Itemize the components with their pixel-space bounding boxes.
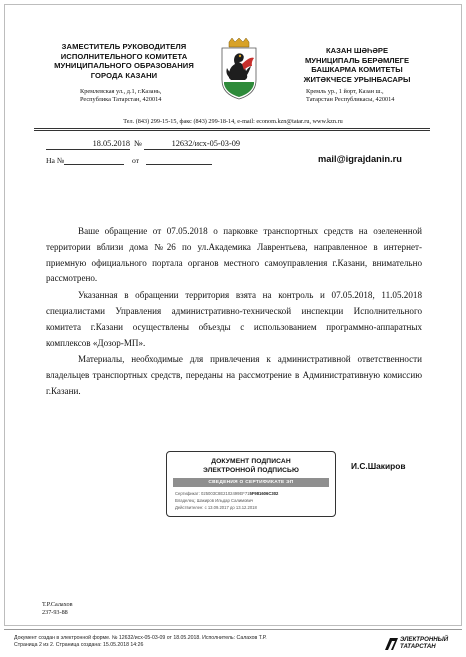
executor-block	[42, 601, 73, 617]
validity-label: Действителен:	[175, 505, 204, 511]
header-left-line: МУНИЦИПАЛЬНОГО ОБРАЗОВАНИЯ	[54, 61, 194, 71]
certificate-value: 025003C8E2102499EF71	[201, 491, 250, 496]
tatarstan-logo-icon	[385, 638, 398, 650]
executor-name: Т.Р.Салахов	[42, 601, 73, 608]
electronic-signature-stamp	[166, 451, 336, 517]
certificate-details	[175, 490, 327, 512]
header-left-line: ГОРОДА КАЗАНИ	[90, 70, 158, 80]
certificate-value-bold: 5F981606C302	[249, 491, 279, 496]
logo-text	[400, 637, 448, 651]
address-line: Кремлевская ул., д.1, г.Казань,	[80, 88, 162, 95]
header-right-line: БАШКАРМА КОМИТЕТЫ	[311, 65, 403, 75]
signature-stamp-title	[167, 458, 335, 475]
footer-line: Страница 2 из 2. Страница создана: 15.05.2018 14:26	[14, 642, 144, 649]
header-divider	[34, 128, 430, 129]
reference-date-label: от	[132, 156, 140, 165]
header-left-address	[80, 88, 230, 105]
page-footer	[0, 628, 466, 657]
document-date: 18.05.2018	[46, 139, 130, 150]
header-left-line: ЗАМЕСТИТЕЛЬ РУКОВОДИТЕЛЯ	[61, 42, 187, 51]
body-paragraph: Указанная в обращении территория взята на контроль и 07.05.2018, 11.05.2018 специалистами Управления административно-технической инспекции Исполнительного комитета г.Казани осуществлены объезды с использованием программно-аппаратных комплексов «Дозор-МП».	[46, 290, 422, 348]
electronic-tatarstan-logo	[385, 637, 455, 653]
owner-value: Шакиров Ильдар Салимович	[196, 498, 254, 504]
owner-row	[175, 497, 327, 504]
validity-value: с 13.09.2017 до 13.12.2018	[204, 505, 257, 511]
recipient-email: mail@igrajdanin.ru	[318, 154, 402, 164]
header-right-line: КАЗАН ШӘҺӘРЕ	[325, 46, 389, 55]
body-paragraph: Ваше обращение от 07.05.2018 о парковке транспортных средств на озелененной территории вблизи дома №26 по ул.Академика Лаврентьева, направленное в интернет-приемную официального портала органов местного самоуправления г.Казани, внимательно рассмотрено.	[46, 226, 422, 284]
logo-line: ЭЛЕКТРОННЫЙ	[400, 636, 449, 643]
header-left-title	[40, 42, 208, 80]
reference-number-label: На №	[46, 156, 65, 165]
header-right-line: МУНИЦИПАЛЬ БЕРӘМЛЕГЕ	[304, 55, 410, 65]
header-right-line: ЖИТӘКЧЕСЕ УРЫНБАСАРЫ	[303, 74, 411, 84]
owner-label: Владелец:	[175, 498, 196, 504]
address-line: Кремль ур., 1 йорт, Казан ш.,	[306, 88, 384, 95]
address-line: Республика Татарстан, 420014	[80, 96, 162, 104]
footer-divider	[4, 629, 462, 630]
address-line: Татарстан Республикасы, 420014	[306, 96, 395, 104]
executor-phone: 237-93-88	[42, 609, 68, 616]
logo-line: ТАТАРСТАН	[400, 642, 436, 650]
header-right-title	[278, 46, 436, 84]
signature-title-line: ЭЛЕКТРОННОЙ ПОДПИСЬЮ	[203, 466, 299, 474]
certificate-label: Сертификат:	[175, 491, 200, 496]
kazan-coat-of-arms-icon	[218, 38, 260, 100]
footer-line: Документ создан в электронной форме. № 12632/исх-05-03-09 от 18.05.2018. Исполнитель: Салахов Т.Р.	[14, 635, 267, 641]
number-label: №	[134, 139, 142, 148]
body-paragraph: Материалы, необходимые для привлечения к административной ответственности владельцев транспортных средств, переданы на рассмотрение в Административную комиссию г.Казани.	[46, 354, 422, 396]
header-divider	[34, 130, 430, 131]
signer-name: И.С.Шакиров	[351, 461, 406, 471]
contacts-line: Тел. (843) 299-15-15, факс (843) 299-18-14, e-mail: econom.kzn@tatar.ru, www.kzn.ru	[123, 118, 343, 125]
reference-number-line	[64, 164, 124, 165]
header-left-line: ИСПОЛНИТЕЛЬНОГО КОМИТЕТА	[60, 51, 188, 61]
letter-body	[46, 224, 422, 400]
validity-row	[175, 504, 327, 511]
footer-note	[14, 635, 374, 650]
certificate-row	[175, 490, 327, 497]
certificate-info-bar: СВЕДЕНИЯ О СЕРТИФИКАТЕ ЭП	[173, 478, 329, 487]
document-number: 12632/исх-05-03-09	[144, 139, 240, 150]
signature-title-line: ДОКУМЕНТ ПОДПИСАН	[211, 458, 291, 465]
reference-date-line	[146, 164, 212, 165]
header-right-address	[306, 88, 446, 105]
